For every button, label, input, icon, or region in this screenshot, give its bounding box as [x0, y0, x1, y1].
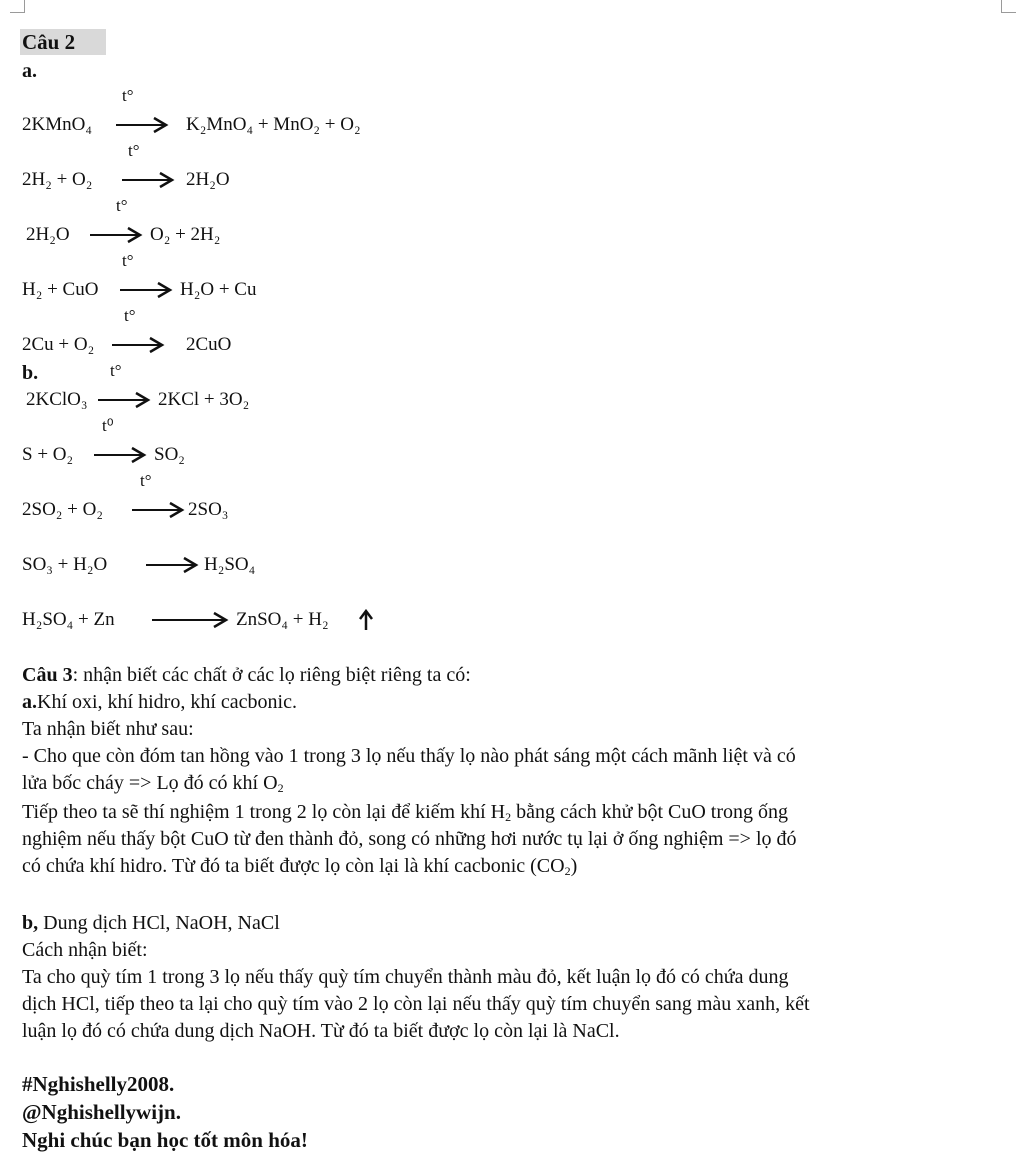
text-run: có chứa khí hidro. Từ đó ta biết được lọ còn lại là khí cacbonic (CO: [22, 855, 565, 877]
equation-rhs: H₂O + Cu: [180, 279, 257, 300]
cau3-a-text: Khí oxi, khí hidro, khí cacbonic.: [37, 691, 297, 713]
cau3-p3-line3: luận lọ đó có chứa dung dịch NaOH. Từ đó ta biết được lọ còn lại là NaCl.: [22, 1020, 620, 1042]
equation-a4: [22, 249, 722, 309]
condition-label: t°: [140, 471, 152, 490]
subscript: 2: [564, 864, 571, 878]
cau3-p3-line1: Ta cho quỳ tím 1 trong 3 lọ nếu thấy quỳ tím chuyển thành màu đỏ, kết luận lọ đó có chứa dung: [22, 966, 789, 988]
equation-lhs: 2Cu + O₂: [22, 334, 95, 355]
reaction-arrow-icon: [130, 499, 186, 521]
condition-label: t°: [122, 251, 134, 270]
equation-lhs: 2H₂ + O₂: [22, 169, 93, 190]
page-corner-right: [1001, 0, 1016, 13]
equation-a2: [22, 139, 722, 199]
signature-handle: @Nghishellywijn.: [22, 1100, 181, 1124]
equation-a3: [22, 194, 722, 254]
cau3-method: Ta nhận biết như sau:: [22, 718, 194, 740]
signature-hashtag: #Nghishelly2008.: [22, 1072, 175, 1096]
condition-label: t°: [116, 196, 128, 215]
cau3-b-label: b,: [22, 912, 39, 934]
equation-b4: [22, 524, 722, 584]
equation-rhs: SO₂: [154, 444, 185, 465]
condition-label: t⁰: [102, 416, 114, 435]
cau3-p2-line3: [22, 853, 1012, 880]
reaction-arrow-icon: [88, 224, 144, 246]
equation-b5: [22, 579, 722, 639]
part-b-label: b.: [22, 362, 39, 384]
cau3-b-text: Dung dịch HCl, NaOH, NaCl: [38, 912, 280, 934]
section-heading-cau2: Câu 2: [20, 29, 106, 55]
condition-label: t°: [128, 141, 140, 160]
condition-label: t°: [122, 86, 134, 105]
equation-rhs: ZnSO₄ + H₂: [236, 609, 329, 630]
equation-a5: [22, 304, 722, 364]
cau3-intro: : nhận biết các chất ở các lọ riêng biệt riêng ta có:: [72, 664, 471, 686]
equation-lhs: 2SO₂ + O₂: [22, 499, 103, 520]
equation-lhs: 2H₂O: [26, 224, 70, 245]
cau3-part-a-line: [22, 689, 1012, 716]
reaction-arrow-icon: [118, 279, 174, 301]
equation-lhs: H₂SO₄ + Zn: [22, 609, 115, 630]
gas-up-arrow-icon: [358, 609, 374, 631]
reaction-arrow-icon: [144, 554, 200, 576]
cau3-p2-line1: [22, 799, 1012, 826]
condition-label: t°: [110, 361, 122, 380]
signature-message: Nghi chúc bạn học tốt môn hóa!: [22, 1128, 308, 1152]
cau3-title: Câu 3: [22, 664, 73, 686]
reaction-arrow-icon: [114, 114, 170, 136]
equation-b3: [22, 469, 722, 529]
cau3-part-b-line: [22, 910, 1012, 937]
equation-lhs: H₂ + CuO: [22, 279, 99, 300]
equation-rhs: 2CuO: [186, 334, 232, 355]
text-run: lửa bốc cháy => Lọ đó có khí O: [22, 772, 278, 794]
equation-lhs: 2KClO₃: [26, 389, 88, 410]
equation-a1: [22, 84, 722, 144]
equation-rhs: K₂MnO₄ + MnO₂ + O₂: [186, 114, 361, 135]
subscript: 2: [505, 810, 512, 824]
equation-lhs: SO₃ + H₂O: [22, 554, 108, 575]
equation-rhs: H₂SO₄: [204, 554, 256, 575]
cau3-a-label: a.: [22, 691, 37, 713]
reaction-arrow-icon: [92, 444, 148, 466]
equation-rhs: 2SO₃: [188, 499, 229, 520]
equation-b1: [22, 359, 722, 419]
equation-lhs: S + O₂: [22, 444, 74, 465]
cau3-p3-line2: dịch HCl, tiếp theo ta lại cho quỳ tím vào 2 lọ còn lại nếu thấy quỳ tím chuyển sang màu xanh, kết: [22, 993, 810, 1015]
part-a-label: a.: [22, 60, 37, 82]
equation-rhs: 2H₂O: [186, 169, 230, 190]
cau3-p1-line2: [22, 770, 1012, 797]
equation-rhs: 2KCl + 3O₂: [158, 389, 250, 410]
reaction-arrow-icon: [96, 389, 152, 411]
condition-label: t°: [124, 306, 136, 325]
text-run: bằng cách khử bột CuO trong ống: [511, 801, 788, 823]
cau3-p1-line1: - Cho que còn đóm tan hồng vào 1 trong 3 lọ nếu thấy lọ nào phát sáng một cách mãnh liệt và có: [22, 745, 796, 767]
reaction-arrow-icon: [110, 334, 166, 356]
text-run: Tiếp theo ta sẽ thí nghiệm 1 trong 2 lọ còn lại để kiếm khí H: [22, 801, 506, 823]
cau3-intro-line: [22, 662, 1012, 689]
cau3-p2-line2: nghiệm nếu thấy bột CuO từ đen thành đỏ, song có những hơi nước tụ lại ở ống nghiệm => lọ đó: [22, 828, 797, 850]
equation-lhs: 2KMnO₄: [22, 114, 92, 135]
equation-b2: [22, 414, 722, 474]
equation-rhs: O₂ + 2H₂: [150, 224, 221, 245]
text-run: ): [570, 855, 578, 877]
page-corner-left: [10, 0, 25, 13]
reaction-arrow-icon: [120, 169, 176, 191]
reaction-arrow-icon: [150, 609, 230, 631]
subscript: 2: [277, 781, 284, 795]
cau3-b-method: Cách nhận biết:: [22, 939, 148, 961]
